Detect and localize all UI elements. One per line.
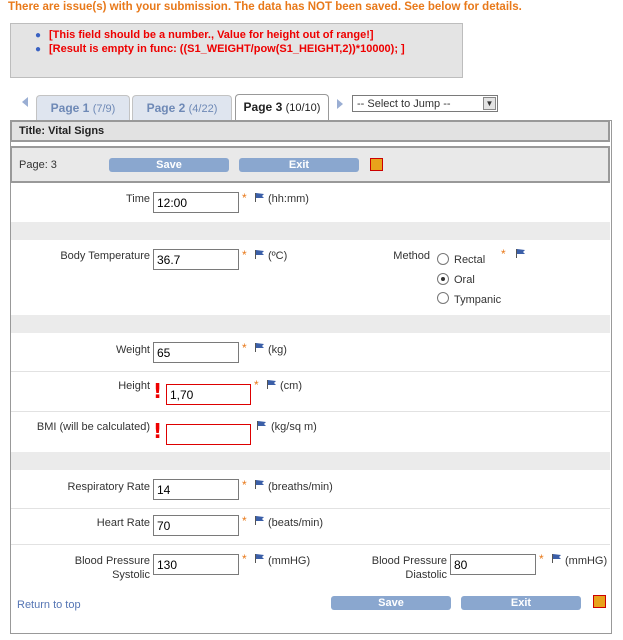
body-temperature-unit: (ºC) xyxy=(268,250,288,262)
bp-diastolic-unit: (mmHG) xyxy=(565,555,608,567)
flag-icon[interactable] xyxy=(255,343,264,352)
bp-diastolic-input[interactable]: 80 xyxy=(450,554,536,575)
radio-label-rectal: Rectal xyxy=(454,254,486,266)
tab-count: (10/10) xyxy=(285,102,321,114)
bmi-unit: (kg/sq m) xyxy=(271,421,317,433)
respiratory-rate-input[interactable]: 14 xyxy=(153,479,239,500)
row-divider xyxy=(11,371,610,372)
bmi-label: BMI (will be calculated) xyxy=(36,421,150,433)
error-item xyxy=(35,42,462,56)
exit-button-top[interactable]: Exit xyxy=(239,158,359,172)
tab-label: Page 3 xyxy=(243,100,283,114)
bullet-icon: ● xyxy=(35,44,42,55)
bp-systolic-input[interactable]: 130 xyxy=(153,554,239,575)
tab-page-3[interactable] xyxy=(235,94,329,121)
bmi-input[interactable] xyxy=(166,424,251,445)
required-mark: * xyxy=(242,191,247,205)
error-text: [This field should be a number., Value for height out of range!] xyxy=(49,29,374,41)
required-mark: * xyxy=(242,478,247,492)
error-list-box xyxy=(10,23,463,78)
radio-selected-dot xyxy=(441,277,445,281)
tab-count: (4/22) xyxy=(188,103,218,115)
save-button-top[interactable]: Save xyxy=(109,158,229,172)
flag-icon[interactable] xyxy=(255,250,264,259)
respiratory-rate-unit: (breaths/min) xyxy=(268,481,333,493)
required-mark: * xyxy=(242,514,247,528)
row-divider xyxy=(11,508,610,509)
height-label: Height xyxy=(118,380,150,392)
bp-systolic-label xyxy=(20,554,150,582)
page-label: Page: 3 xyxy=(19,159,57,171)
section-separator xyxy=(11,452,610,470)
radio-rectal[interactable] xyxy=(437,253,449,265)
required-mark: * xyxy=(539,552,544,566)
radio-label-tympanic: Tympanic xyxy=(454,294,502,306)
section-separator xyxy=(11,222,610,240)
print-icon[interactable] xyxy=(593,595,606,608)
heart-rate-input[interactable]: 70 xyxy=(153,515,239,536)
section-separator xyxy=(11,315,610,333)
error-exclamation-icon: ! xyxy=(153,379,163,403)
weight-unit: (kg) xyxy=(268,344,287,356)
bp-systolic-unit: (mmHG) xyxy=(268,555,311,567)
tab-prev-arrow-icon[interactable] xyxy=(22,97,28,107)
heart-rate-unit: (beats/min) xyxy=(268,517,324,529)
time-input[interactable]: 12:00 xyxy=(153,192,239,213)
tab-page-2[interactable] xyxy=(132,95,232,120)
flag-icon[interactable] xyxy=(552,554,561,563)
time-label: Time xyxy=(125,193,150,205)
error-header: There are issue(s) with your submission. The data has NOT been saved. See below for details. xyxy=(8,1,522,13)
required-mark: * xyxy=(501,247,506,261)
required-mark: * xyxy=(242,248,247,262)
body-temperature-label: Body Temperature xyxy=(60,250,150,262)
error-item xyxy=(35,28,462,42)
flag-icon[interactable] xyxy=(267,380,276,389)
flag-icon[interactable] xyxy=(516,249,525,258)
bp-diastolic-label-line1: Blood Pressure xyxy=(371,555,447,567)
bp-diastolic-label-line2: Diastolic xyxy=(405,569,447,581)
flag-icon[interactable] xyxy=(255,516,264,525)
bp-diastolic-label xyxy=(355,554,447,582)
bp-systolic-label-line2: Systolic xyxy=(112,569,150,581)
required-mark: * xyxy=(254,378,259,392)
chevron-down-icon[interactable]: ▼ xyxy=(483,97,496,110)
error-exclamation-icon: ! xyxy=(153,419,163,443)
bp-systolic-label-line1: Blood Pressure xyxy=(74,555,150,567)
flag-icon[interactable] xyxy=(255,193,264,202)
flag-icon[interactable] xyxy=(257,421,266,430)
jump-select[interactable] xyxy=(352,95,498,112)
error-text: [Result is empty in func: ((S1_WEIGHT/pow(S1_HEIGHT,2))*10000); ] xyxy=(49,43,405,55)
bullet-icon: ● xyxy=(35,30,42,41)
radio-label-oral: Oral xyxy=(454,274,475,286)
row-divider xyxy=(11,411,610,412)
tab-label: Page 1 xyxy=(50,101,90,115)
exit-button-bottom[interactable]: Exit xyxy=(461,596,581,610)
flag-icon[interactable] xyxy=(255,554,264,563)
return-to-top-link[interactable]: Return to top xyxy=(17,599,81,611)
required-mark: * xyxy=(242,341,247,355)
weight-label: Weight xyxy=(115,344,150,356)
radio-oral[interactable] xyxy=(437,273,449,285)
tab-count: (7/9) xyxy=(92,103,116,115)
weight-input[interactable]: 65 xyxy=(153,342,239,363)
save-button-bottom[interactable]: Save xyxy=(331,596,451,610)
tab-page-1[interactable] xyxy=(36,95,130,120)
row-divider xyxy=(11,544,610,545)
jump-select-value: -- Select to Jump -- xyxy=(357,98,451,110)
heart-rate-label: Heart Rate xyxy=(96,517,150,529)
height-unit: (cm) xyxy=(280,380,302,392)
print-icon[interactable] xyxy=(370,158,383,171)
height-input[interactable]: 1,70 xyxy=(166,384,251,405)
section-title: Title: Vital Signs xyxy=(10,120,610,142)
method-label: Method xyxy=(393,250,430,262)
required-mark: * xyxy=(242,552,247,566)
body-temperature-input[interactable]: 36.7 xyxy=(153,249,239,270)
time-unit: (hh:mm) xyxy=(268,193,309,205)
tab-next-arrow-icon[interactable] xyxy=(337,99,343,109)
respiratory-rate-label: Respiratory Rate xyxy=(67,481,150,493)
flag-icon[interactable] xyxy=(255,480,264,489)
tab-label: Page 2 xyxy=(146,101,186,115)
radio-tympanic[interactable] xyxy=(437,292,449,304)
